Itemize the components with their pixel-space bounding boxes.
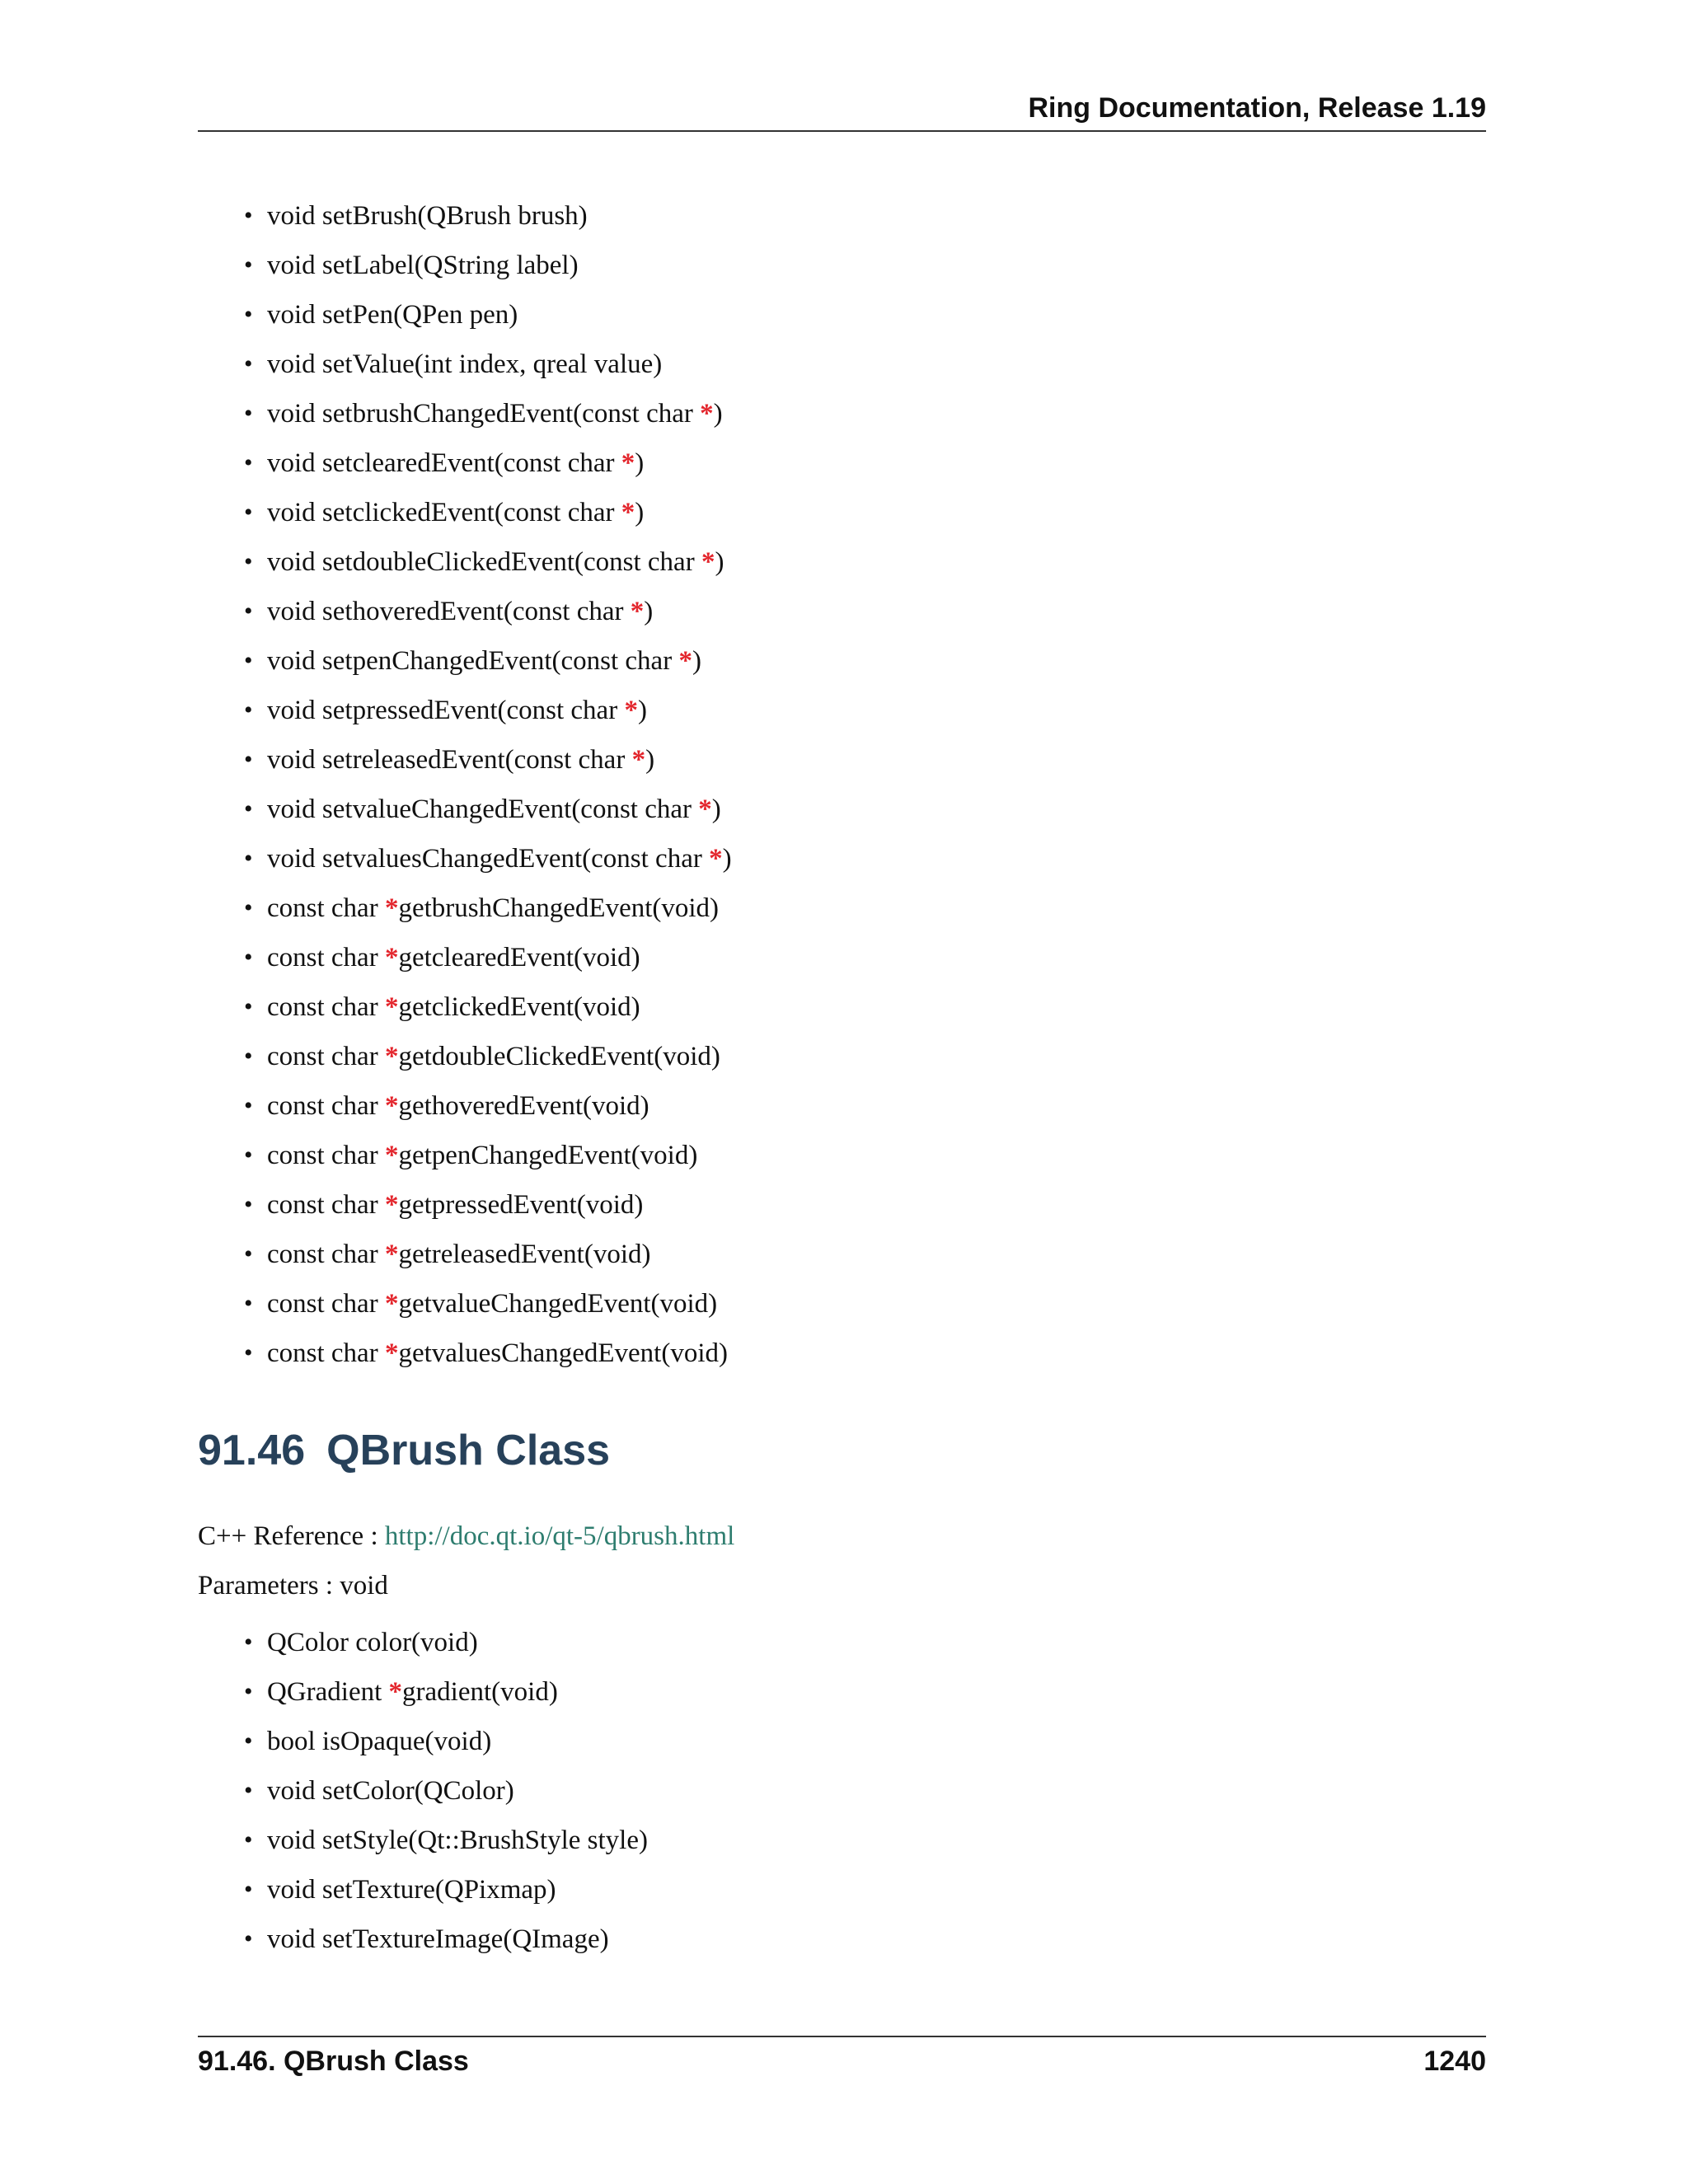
list-item xyxy=(244,340,732,389)
item-text: void setStyle(Qt::BrushStyle style) xyxy=(267,1825,648,1855)
pointer-asterisk: * xyxy=(384,992,399,1022)
list-item xyxy=(244,785,732,834)
pointer-asterisk: * xyxy=(701,547,715,577)
item-text-suffix: getvaluesChangedEvent(void) xyxy=(398,1338,728,1368)
bullet-icon: • xyxy=(244,1876,253,1903)
item-text-suffix: ) xyxy=(644,597,654,626)
item-text-suffix: getdoubleClickedEvent(void) xyxy=(398,1042,720,1071)
cpp-reference-label: C++ Reference : xyxy=(198,1521,385,1551)
item-text-suffix: ) xyxy=(635,448,645,478)
list-item xyxy=(244,933,732,982)
list-item xyxy=(244,1816,648,1865)
item-text: const char xyxy=(267,893,385,923)
list-item xyxy=(244,488,732,537)
bullet-icon: • xyxy=(244,894,253,921)
page-number: 1240 xyxy=(1423,2046,1486,2077)
item-text-suffix: ) xyxy=(722,844,732,874)
bullet-icon: • xyxy=(244,1777,253,1804)
list-item xyxy=(244,1667,648,1717)
list-item xyxy=(244,1915,648,1964)
bullet-icon: • xyxy=(244,1629,253,1656)
item-text-suffix: ) xyxy=(692,646,701,676)
item-text: const char xyxy=(267,1240,385,1269)
item-text: void setdoubleClickedEvent(const char xyxy=(267,547,701,577)
list-item xyxy=(244,834,732,883)
section-number: 91.46 xyxy=(198,1427,306,1474)
bullet-icon: • xyxy=(244,499,253,526)
list-item xyxy=(244,1717,648,1766)
parameters-line: Parameters : void xyxy=(198,1571,388,1601)
item-text-suffix: ) xyxy=(637,696,647,725)
pointer-asterisk: * xyxy=(678,646,692,676)
item-text: void setvaluesChangedEvent(const char xyxy=(267,844,710,874)
item-text: void setpenChangedEvent(const char xyxy=(267,646,679,676)
list-item xyxy=(244,290,732,340)
item-text: const char xyxy=(267,1190,385,1220)
item-text-suffix: getclearedEvent(void) xyxy=(398,943,640,972)
item-text: void setTexture(QPixmap) xyxy=(267,1875,556,1905)
pointer-asterisk: * xyxy=(384,1190,399,1220)
list-item xyxy=(244,1618,648,1667)
bullet-icon: • xyxy=(244,449,253,476)
document-title: Ring Documentation, Release 1.19 xyxy=(1028,92,1486,124)
section-title-text: QBrush Class xyxy=(326,1427,611,1474)
pointer-asterisk: * xyxy=(384,1289,399,1319)
item-text: QColor color(void) xyxy=(267,1628,478,1657)
item-text: void setbrushChangedEvent(const char xyxy=(267,399,701,429)
bullet-icon: • xyxy=(244,647,253,674)
cpp-reference-link[interactable]: http://doc.qt.io/qt-5/qbrush.html xyxy=(384,1521,735,1551)
list-item xyxy=(244,1329,732,1378)
list-item xyxy=(244,587,732,636)
item-text: void setPen(QPen pen) xyxy=(267,300,518,330)
list-item xyxy=(244,1131,732,1180)
bullet-icon: • xyxy=(244,350,253,377)
pointer-asterisk: * xyxy=(384,1240,399,1269)
item-text: void setColor(QColor) xyxy=(267,1776,514,1806)
pointer-asterisk: * xyxy=(384,943,399,972)
item-text: void setvalueChangedEvent(const char xyxy=(267,794,699,824)
pointer-asterisk: * xyxy=(384,1141,399,1170)
item-text: void setTextureImage(QImage) xyxy=(267,1924,609,1954)
list-item xyxy=(244,1279,732,1329)
item-text: void sethoveredEvent(const char xyxy=(267,597,631,626)
list-item xyxy=(244,1766,648,1816)
item-text-suffix: getclickedEvent(void) xyxy=(398,992,640,1022)
list-item xyxy=(244,241,732,290)
bullet-icon: • xyxy=(244,400,253,427)
item-text: const char xyxy=(267,992,385,1022)
footer-section: 91.46. QBrush Class xyxy=(198,2046,469,2077)
bullet-icon: • xyxy=(244,598,253,625)
list-item xyxy=(244,1230,732,1279)
list-item xyxy=(244,735,732,785)
bullet-icon: • xyxy=(244,1678,253,1705)
bullet-icon: • xyxy=(244,795,253,823)
item-text-suffix: gradient(void) xyxy=(402,1677,558,1707)
item-text-suffix: ) xyxy=(635,498,645,527)
page-footer xyxy=(198,2036,1486,2087)
item-text: const char xyxy=(267,1338,385,1368)
pointer-asterisk: * xyxy=(700,399,714,429)
item-text: bool isOpaque(void) xyxy=(267,1727,492,1756)
bullet-icon: • xyxy=(244,1191,253,1218)
list-item xyxy=(244,1180,732,1230)
list-item xyxy=(244,686,732,735)
method-list-previous-class xyxy=(244,191,732,1378)
cpp-reference xyxy=(198,1521,734,1552)
item-text-suffix: getvalueChangedEvent(void) xyxy=(398,1289,718,1319)
pointer-asterisk: * xyxy=(384,893,399,923)
list-item xyxy=(244,389,732,438)
item-text: const char xyxy=(267,943,385,972)
bullet-icon: • xyxy=(244,1240,253,1268)
pointer-asterisk: * xyxy=(624,696,638,725)
pointer-asterisk: * xyxy=(384,1338,399,1368)
item-text: void setValue(int index, qreal value) xyxy=(267,349,663,379)
page-header xyxy=(198,91,1486,132)
item-text: void setLabel(QString label) xyxy=(267,251,579,280)
bullet-icon: • xyxy=(244,301,253,328)
item-text-suffix: ) xyxy=(645,745,655,775)
bullet-icon: • xyxy=(244,1727,253,1755)
item-text-suffix: getpenChangedEvent(void) xyxy=(398,1141,698,1170)
list-item xyxy=(244,636,732,686)
pointer-asterisk: * xyxy=(621,448,635,478)
item-text: void setpressedEvent(const char xyxy=(267,696,625,725)
list-item xyxy=(244,438,732,488)
bullet-icon: • xyxy=(244,1290,253,1317)
pointer-asterisk: * xyxy=(630,597,645,626)
list-item xyxy=(244,191,732,241)
item-text: const char xyxy=(267,1289,385,1319)
bullet-icon: • xyxy=(244,1925,253,1952)
list-item xyxy=(244,1032,732,1081)
pointer-asterisk: * xyxy=(384,1091,399,1121)
bullet-icon: • xyxy=(244,1339,253,1366)
pointer-asterisk: * xyxy=(388,1677,403,1707)
bullet-icon: • xyxy=(244,696,253,724)
item-text-suffix: ) xyxy=(713,399,723,429)
list-item xyxy=(244,982,732,1032)
item-text: void setreleasedEvent(const char xyxy=(267,745,632,775)
bullet-icon: • xyxy=(244,548,253,575)
bullet-icon: • xyxy=(244,1092,253,1119)
pointer-asterisk: * xyxy=(384,1042,399,1071)
bullet-icon: • xyxy=(244,1826,253,1854)
method-list-qbrush xyxy=(244,1618,648,1964)
item-text: const char xyxy=(267,1141,385,1170)
item-text: void setclickedEvent(const char xyxy=(267,498,621,527)
bullet-icon: • xyxy=(244,1043,253,1070)
item-text-suffix: getreleasedEvent(void) xyxy=(398,1240,651,1269)
item-text-suffix: getbrushChangedEvent(void) xyxy=(398,893,720,923)
item-text: const char xyxy=(267,1042,385,1071)
item-text: void setBrush(QBrush brush) xyxy=(267,201,588,231)
list-item xyxy=(244,1081,732,1131)
item-text-suffix: gethoveredEvent(void) xyxy=(398,1091,649,1121)
pointer-asterisk: * xyxy=(621,498,635,527)
pointer-asterisk: * xyxy=(631,745,646,775)
list-item xyxy=(244,537,732,587)
section-heading xyxy=(198,1426,610,1475)
pointer-asterisk: * xyxy=(709,844,723,874)
bullet-icon: • xyxy=(244,746,253,773)
item-text: void setclearedEvent(const char xyxy=(267,448,621,478)
bullet-icon: • xyxy=(244,944,253,971)
pointer-asterisk: * xyxy=(698,794,712,824)
bullet-icon: • xyxy=(244,1141,253,1169)
item-text-suffix: ) xyxy=(711,794,721,824)
item-text: const char xyxy=(267,1091,385,1121)
item-text: QGradient xyxy=(267,1677,389,1707)
item-text-suffix: ) xyxy=(715,547,724,577)
bullet-icon: • xyxy=(244,845,253,872)
bullet-icon: • xyxy=(244,251,253,279)
item-text-suffix: getpressedEvent(void) xyxy=(398,1190,644,1220)
bullet-icon: • xyxy=(244,993,253,1020)
list-item xyxy=(244,883,732,933)
list-item xyxy=(244,1865,648,1915)
bullet-icon: • xyxy=(244,202,253,229)
